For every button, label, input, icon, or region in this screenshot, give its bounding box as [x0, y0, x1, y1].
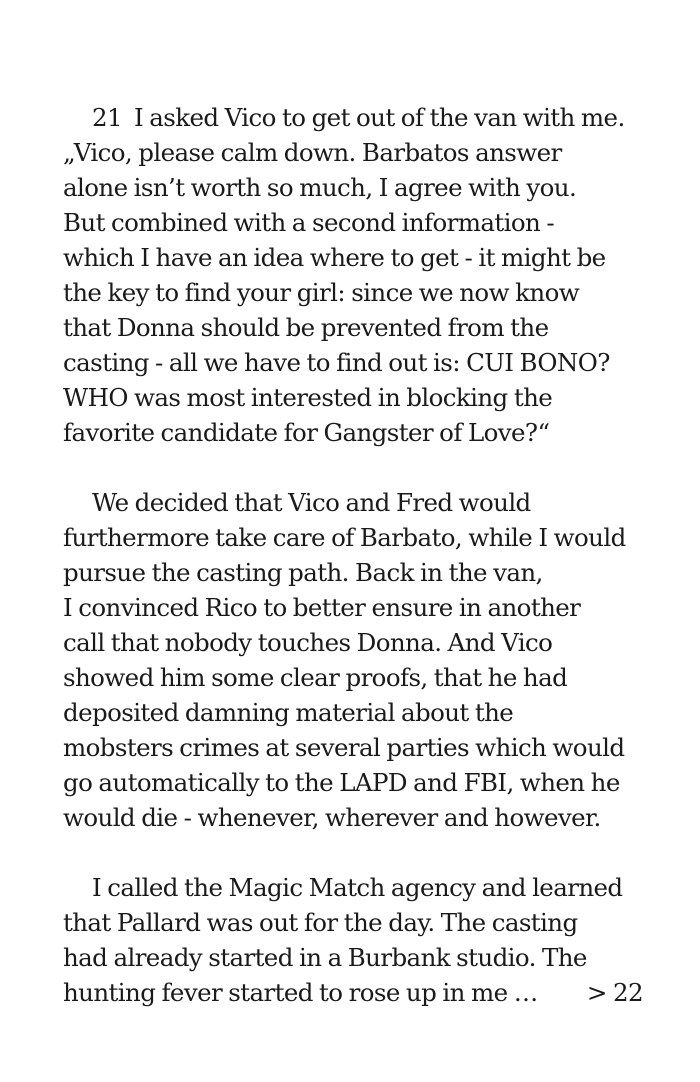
text-line: that Pallard was out for the day. The casting	[63, 908, 578, 937]
paragraph-3	[63, 870, 643, 1010]
text-line: go automatically to the LAPD and FBI, when he	[63, 768, 620, 797]
text-line: would die - whenever, wherever and however.	[63, 803, 601, 832]
text-line: furthermore take care of Barbato, while I would	[63, 523, 626, 552]
next-page-link[interactable]: > 22	[586, 978, 643, 1007]
page-number: 21	[92, 103, 122, 132]
text-line: WHO was most interested in blocking the	[63, 383, 553, 412]
book-page	[63, 100, 643, 1045]
paragraph-2	[63, 485, 643, 835]
text-line: 21 I asked Vico to get out of the van with me.	[92, 103, 625, 132]
text-line: that Donna should be prevented from the	[63, 313, 549, 342]
text-line: I called the Magic Match agency and learned	[92, 873, 623, 902]
text-line: hunting fever started to rose up in me … > 22	[63, 975, 643, 1010]
text-line: favorite candidate for Gangster of Love?“	[63, 418, 550, 447]
text-line: which I have an idea where to get - it might be	[63, 243, 606, 272]
text-line: showed him some clear proofs, that he had	[63, 663, 568, 692]
text-line: casting - all we have to find out is: CUI BONO?	[63, 348, 610, 377]
text-line: deposited damning material about the	[63, 698, 514, 727]
text-line: I convinced Rico to better ensure in another	[63, 593, 581, 622]
text-line: had already started in a Burbank studio. The	[63, 943, 587, 972]
text-line: We decided that Vico and Fred would	[92, 488, 531, 517]
text-line: pursue the casting path. Back in the van,	[63, 558, 543, 587]
text-line: the key to find your girl: since we now know	[63, 278, 580, 307]
paragraph-1	[63, 100, 643, 450]
text-line: call that nobody touches Donna. And Vico	[63, 628, 553, 657]
text-line: But combined with a second information -	[63, 208, 555, 237]
text-line: mobsters crimes at several parties which would	[63, 733, 625, 762]
text-line: alone isn’t worth so much, I agree with you.	[63, 173, 577, 202]
text-line: „Vico, please calm down. Barbatos answer	[63, 138, 562, 167]
